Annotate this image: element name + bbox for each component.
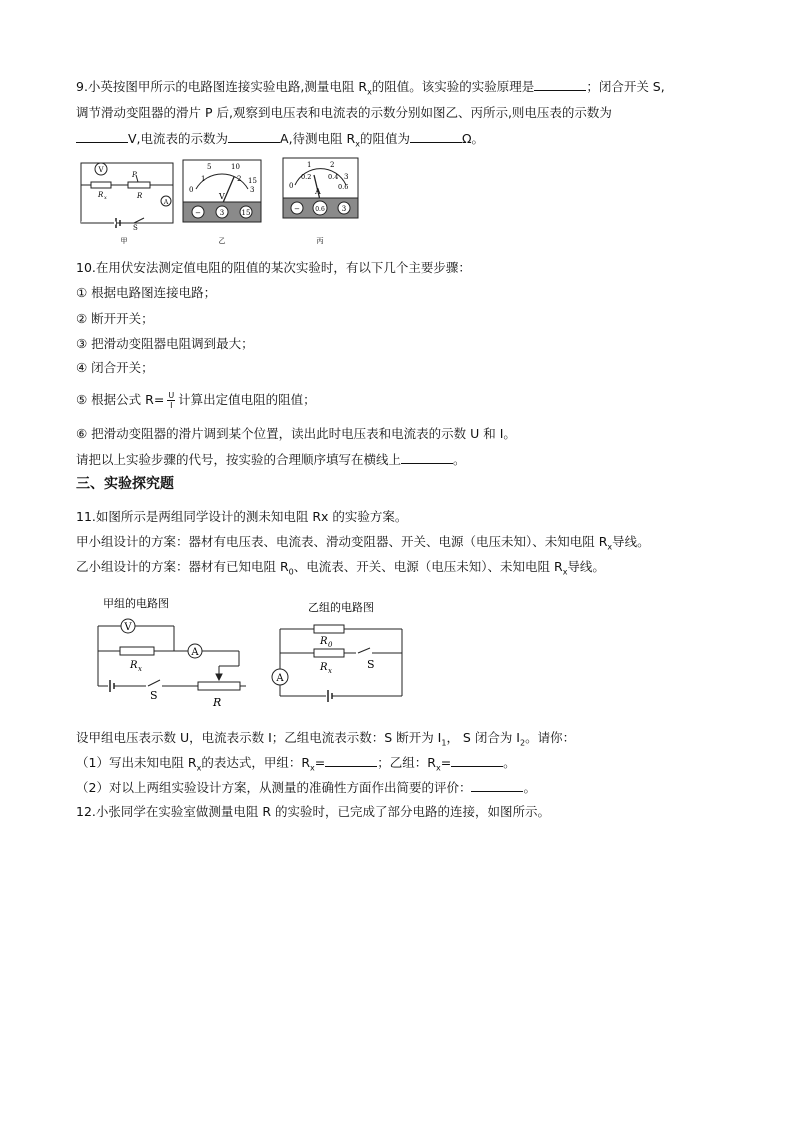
vm-term-neg: − <box>195 209 201 217</box>
q12-line1: 12.小张同学在实验室做测量电阻 R 的实验时，已完成了部分电路的连接，如图所示。 <box>76 804 551 819</box>
caption-jia: 甲 <box>120 237 128 245</box>
vm-bot-1: 1 <box>201 175 206 183</box>
answer-blank-voltage[interactable] <box>76 130 128 143</box>
vm-bot-3: 3 <box>250 186 255 194</box>
q9-text: A,待测电阻 R <box>280 131 356 146</box>
vm-top-5: 5 <box>207 163 212 171</box>
subscript: x <box>607 542 613 552</box>
q11-text: 。请你： <box>525 730 576 745</box>
q9-text: 9.小英按图甲所示的电路图连接实验电路,测量电阻 R <box>76 79 368 94</box>
q11-figure-svg <box>86 596 416 714</box>
answer-blank-principle[interactable] <box>534 78 586 91</box>
am-bot-0: 0 <box>289 182 294 190</box>
yi-switch-label: S <box>367 658 375 671</box>
q9-text: Ω。 <box>461 131 485 146</box>
yi-r0-label: R <box>320 636 328 647</box>
q10-ask <box>76 451 466 469</box>
subscript: x <box>435 763 441 773</box>
switch-label: S <box>133 224 138 232</box>
subscript: x <box>562 567 568 577</box>
fraction-u-over-i <box>167 391 175 410</box>
answer-blank-resistance[interactable] <box>410 130 462 143</box>
q10-text: 。 <box>453 452 466 467</box>
q11-text: 导线。 <box>612 534 650 549</box>
subscript: 2 <box>520 738 526 748</box>
jia-group-title: 甲组的电路图 <box>103 597 169 610</box>
am-bot-06: 0.6 <box>338 183 349 191</box>
am-top-2: 2 <box>330 161 335 169</box>
q11-text: 、电流表、开关、电源（电压未知）、未知电阻 R <box>293 559 563 574</box>
jia-voltmeter-label: V <box>124 622 132 633</box>
q11-figure <box>86 596 416 717</box>
q11-text: 乙小组设计的方案：器材有已知电阻 R <box>76 559 289 574</box>
answer-blank-jia-rx[interactable] <box>325 754 377 767</box>
am-term-3: 3 <box>341 205 347 213</box>
q11-line1: 11.如图所示是两组同学设计的测未知电阻 Rx 的实验方案。 <box>76 509 408 524</box>
q11-text: 导线。 <box>567 559 605 574</box>
q9-text: 的阻值。该实验的实验原理是 <box>371 79 535 94</box>
subscript: x <box>355 139 360 149</box>
caption-yi: 乙 <box>218 237 226 245</box>
subscript: 1 <box>441 738 447 748</box>
q11-line5 <box>76 754 516 778</box>
fraction-denominator: I <box>170 401 173 410</box>
q11-text: = <box>440 755 452 770</box>
yi-group-title: 乙组的电路图 <box>308 601 374 614</box>
subscript: x <box>310 763 315 773</box>
q9-figure <box>76 155 366 250</box>
q9-text: ；闭合开关 S, <box>586 79 665 94</box>
q10-step1: ① 根据电路图连接电路； <box>76 285 217 300</box>
circuit-jia-group <box>98 619 246 692</box>
vm-bot-0: 0 <box>189 186 194 194</box>
q10-intro: 10.在用伏安法测定值电阻的阻值的某次实验时，有以下几个主要步骤： <box>76 260 471 275</box>
q9-line2: 调节滑动变阻器的滑片 P 后,观察到电压表和电流表的示数分别如图乙、丙所示,则电压表的示数为 <box>76 105 612 120</box>
am-top-1: 1 <box>307 161 312 169</box>
q11-text: （1）写出未知电阻 R <box>76 755 197 770</box>
rheostat-label: R <box>137 192 143 200</box>
am-bot-04: 0.4 <box>328 173 339 181</box>
rx-subscript: x <box>104 195 107 201</box>
am-3: 3 <box>344 173 349 181</box>
q11-line2 <box>76 533 650 557</box>
q10-text: ⑤ 根据公式 R= <box>76 392 165 407</box>
q10-text: 计算出定值电阻的阻值； <box>178 392 316 407</box>
am-bot-02: 0.2 <box>301 173 312 181</box>
answer-blank-order[interactable] <box>401 451 453 464</box>
q9-text: 的阻值为 <box>359 131 410 146</box>
answer-blank-yi-rx[interactable] <box>451 754 503 767</box>
section-heading: 三、实验探究题 <box>76 476 174 492</box>
answer-blank-current[interactable] <box>228 130 280 143</box>
slider-p-label: P <box>132 171 137 179</box>
q9-figure-svg <box>76 155 366 247</box>
q10-step4: ④ 闭合开关； <box>76 360 154 375</box>
q11-text: ；乙组：R <box>377 755 436 770</box>
yi-rx-sub: x <box>328 667 332 675</box>
vm-top-10: 10 <box>231 163 240 171</box>
vm-unit: V <box>219 192 225 201</box>
q11-line4 <box>76 729 575 753</box>
fraction-numerator: U <box>168 391 175 400</box>
q10-step5 <box>76 391 316 410</box>
ammeter-label: A <box>163 199 169 206</box>
q9-text: V,电流表的示数为 <box>128 131 229 146</box>
jia-rx-sub: x <box>138 665 142 673</box>
q10-step2: ② 断开开关； <box>76 311 154 326</box>
caption-bing: 丙 <box>316 237 324 245</box>
q11-text: （2）对以上两组实验设计方案，从测量的准确性方面作出简要的评价： <box>76 780 472 795</box>
q9-line1 <box>76 78 665 102</box>
q10-step6: ⑥ 把滑动变阻器的滑片调到某个位置，读出此时电压表和电流表的示数 U 和 I。 <box>76 426 516 441</box>
q11-text: 甲小组设计的方案：器材有电压表、电流表、滑动变阻器、开关、电源（电压未知）、未知电阻 R <box>76 534 608 549</box>
yi-rx-label: R <box>320 662 328 673</box>
voltmeter-label: V <box>98 166 104 174</box>
rx-label: R <box>98 191 104 199</box>
answer-blank-evaluation[interactable] <box>471 779 523 792</box>
jia-rheostat-label: R <box>213 696 222 709</box>
jia-rx-label: R <box>130 660 138 671</box>
am-term-neg: − <box>294 205 300 213</box>
am-unit: A <box>315 187 321 196</box>
vm-bot-2: 2 <box>237 175 242 183</box>
am-term-06: 0.6 <box>315 206 325 213</box>
vm-15: 15 <box>248 177 257 185</box>
q11-text: 。 <box>503 755 516 770</box>
vm-term-15: 15 <box>241 209 251 217</box>
q11-line3 <box>76 558 605 582</box>
q11-text: 。 <box>523 780 536 795</box>
q9-line3 <box>76 130 484 154</box>
q11-text: ， S 闭合为 I <box>446 730 520 745</box>
q11-text: = <box>314 755 326 770</box>
circuit-yi-group <box>272 625 402 702</box>
q10-text: 请把以上实验步骤的代号，按实验的合理顺序填写在横线上 <box>76 452 402 467</box>
q10-step3: ③ 把滑动变阻器电阻调到最大； <box>76 336 254 351</box>
subscript: x <box>367 87 372 97</box>
jia-switch-label: S <box>150 689 158 702</box>
jia-ammeter-label: A <box>191 647 199 658</box>
subscript: 0 <box>288 567 294 577</box>
circuit-jia <box>81 163 173 228</box>
q11-line6 <box>76 779 536 797</box>
q11-text: 的表达式，甲组：R <box>201 755 311 770</box>
subscript: x <box>196 763 202 773</box>
q11-text: 设甲组电压表示数 U，电流表示数 I；乙组电流表示数：S 断开为 I <box>76 730 442 745</box>
vm-term-3: 3 <box>219 209 225 217</box>
yi-r0-sub: 0 <box>328 641 333 649</box>
yi-ammeter-label: A <box>276 673 284 684</box>
